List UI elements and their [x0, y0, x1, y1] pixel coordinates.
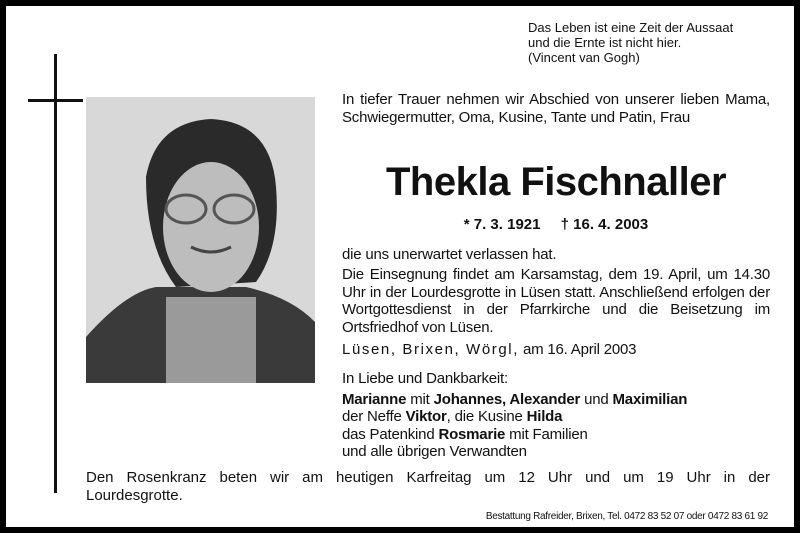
- mourner-name: Marianne: [342, 390, 407, 408]
- epigraph-quote: [528, 20, 733, 65]
- text: , die Kusine: [446, 408, 527, 425]
- mourner-name: Johannes, Alexander: [433, 390, 581, 408]
- text: und: [580, 390, 613, 408]
- life-dates: [342, 216, 770, 233]
- funeral-home: Bestattung Rafreider, Brixen, Tel. 0472 83 52 07 oder 0472 83 61 92: [485, 511, 768, 522]
- mourner-name: Viktor: [405, 408, 447, 425]
- rosary-text: Den Rosenkranz beten wir am heutigen Karfreitag um 12 Uhr und um 19 Uhr in der Lourdesgrotte.: [86, 469, 770, 504]
- mourner-name: Rosmarie: [438, 425, 506, 443]
- mourners-intro: In Liebe und Dankbarkeit:: [342, 370, 508, 387]
- mourner-name: Maximilian: [612, 390, 688, 408]
- quote-line: und die Ernte ist nicht hier.: [528, 35, 682, 50]
- mourners-line: [342, 426, 770, 444]
- quote-author: (Vincent van Gogh): [528, 50, 640, 65]
- birth-date: * 7. 3. 1921: [463, 216, 541, 233]
- place-date: [342, 341, 770, 359]
- cross-icon-bar: [28, 99, 83, 102]
- text: das Patenkind: [342, 425, 439, 443]
- portrait-photo: [86, 97, 315, 383]
- quote-line: Das Leben ist eine Zeit der Aussaat: [528, 20, 734, 35]
- text: mit Familien: [505, 425, 588, 443]
- mourner-name: Hilda: [526, 408, 563, 425]
- deceased-name: Thekla Fischnaller: [385, 160, 727, 204]
- mourners-line: [342, 408, 770, 426]
- places: Lüsen, Brixen, Wörgl,: [342, 341, 519, 358]
- mourners-line: und alle übrigen Verwandten: [342, 443, 527, 460]
- mourners: [342, 370, 770, 461]
- mourners-line: [342, 391, 770, 409]
- text: mit: [406, 390, 434, 408]
- funeral-details: Die Einsegnung findet am Karsamstag, dem 19. April, um 14.30 Uhr in der Lourdesgrotte in Lüsen statt. Anschließend erfolgen der Wortgottesdienst in der Pfarrkirche und die Beisetzung im Ortsfriedhof von Lüsen.: [342, 266, 770, 336]
- intro-text: In tiefer Trauer nehmen wir Abschied von unserer lieben Mama, Schwiegermutter, Oma, Kusine, Tante und Patin, Frau: [342, 91, 770, 126]
- notice-date: am 16. April 2003: [522, 341, 637, 358]
- passed-text: die uns unerwartet verlassen hat.: [342, 246, 557, 263]
- text: der Neffe: [342, 408, 406, 425]
- cross-icon: [54, 54, 57, 493]
- death-date: † 16. 4. 2003: [560, 216, 649, 233]
